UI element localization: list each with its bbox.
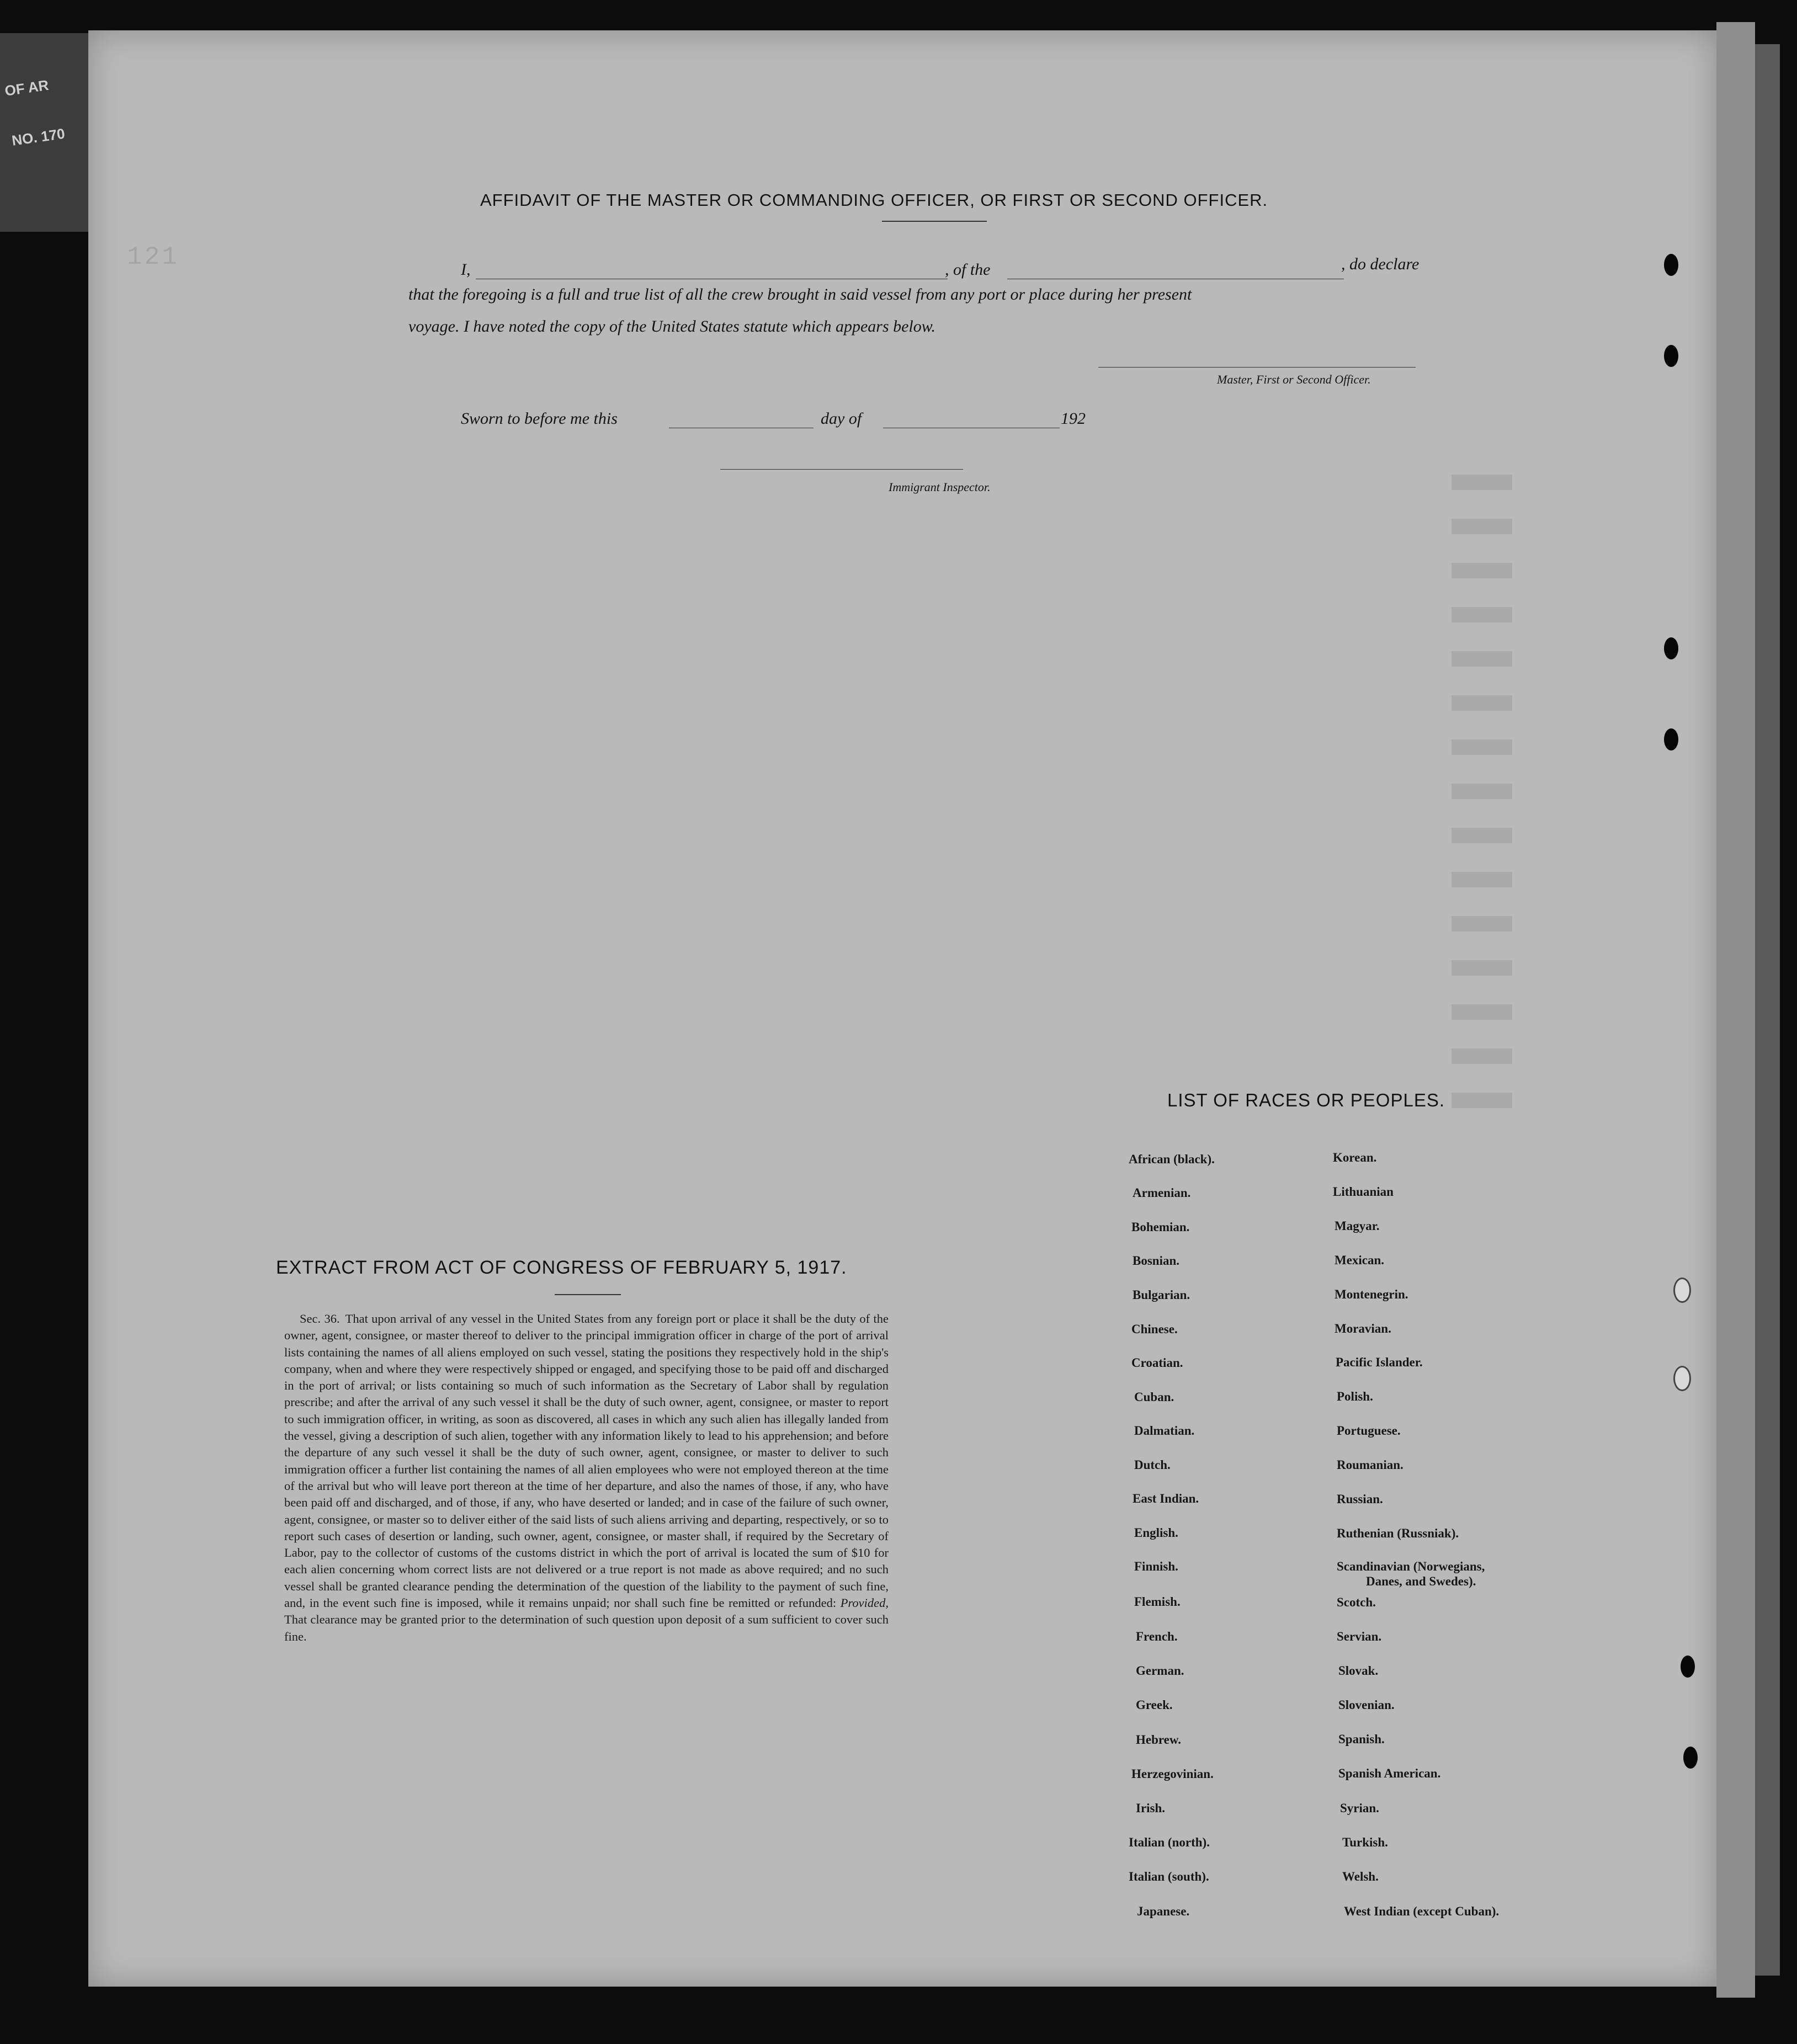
race-item: Syrian. [1340, 1801, 1379, 1815]
binder-hole-reinforced [1673, 1278, 1691, 1303]
page-edge-shadow [1755, 44, 1780, 1976]
affidavit-title: AFFIDAVIT OF THE MASTER OR COMMANDING OFFICER, OR FIRST OR SECOND OFFICER. [480, 190, 1268, 210]
affidavit-line1-declare: , do declare [1341, 255, 1419, 273]
sworn-prefix: Sworn to before me this [461, 409, 618, 428]
section-text: That upon arrival of any vessel in the United States from any foreign port or place it shall be the duty of the owner, agent, consignee, or master thereof to deliver to the principal immigration officer in charge of the port of arrival lists containing the names of all aliens employed on such vessel, stating the positions they respectively hold in the ship's company, when and where they were respectively shipped or engaged, and specifying those to be paid off and discharged in the port of arrival; or lists containing so much of such information as the Secretary of Labor shall by regulation prescribe; and after the arrival of any such vessel it shall be the duty of such owner, agent, consignee, or master to report to such immigration officer, in writing, as soon as discovered, all cases in which any such alien has illegally landed from the vessel, giving a description of such alien, together with any information likely to lead to his apprehension; and before the departure of any such vessel it shall be the duty of such owner, agent, consignee, or master to deliver to such immigration officer a further list containing the names of all alien employees who were not employed thereon at the time of the arrival but who will leave port thereon at the time of her departure, and also the names of those, if any, who have been paid off and discharged, and of those, if any, who have deserted or landed; and in case of the failure of such owner, agent, consignee, or master so to deliver either of the said lists of such aliens arriving and departing, respectively, or so to report such cases of desertion or landing, such owner, agent, consignee, or master shall, if required by the Secretary of Labor, pay to the collector of customs of the customs district in which the port of arrival is located the sum of $10 for each alien concerning whom correct lists are not delivered or a true report is not made as above required; and no such vessel shall be granted clearance pending the determination of the question of the liability to the payment of such fine, and, in the event such fine is imposed, while it remains unpaid; nor shall such fine be remitted or refunded: [284, 1312, 889, 1610]
race-item: Roumanian. [1337, 1458, 1403, 1472]
affidavit-line1-of-the: , of the [945, 260, 991, 279]
race-item: Portuguese. [1337, 1424, 1401, 1438]
bleed-row [1452, 519, 1512, 534]
binder-hole [1664, 637, 1678, 659]
extract-divider [555, 1294, 621, 1295]
race-item-continuation: Danes, and Swedes). [1366, 1574, 1476, 1588]
proviso-word: Provided, [840, 1596, 889, 1610]
race-item: Pacific Islander. [1336, 1355, 1423, 1369]
bleed-row [1452, 872, 1512, 887]
inspector-line [720, 469, 963, 470]
proviso-text: That clearance may be granted prior to the determination of such question upon deposit of a sum sufficient to cover such fine. [284, 1612, 889, 1643]
race-item: Greek. [1136, 1698, 1173, 1712]
races-title: LIST OF RACES OR PEOPLES. [1167, 1090, 1445, 1110]
bleed-row [1452, 563, 1512, 578]
race-item: Slovak. [1338, 1664, 1379, 1678]
race-item: African (black). [1129, 1152, 1215, 1166]
race-item: Croatian. [1131, 1356, 1183, 1370]
race-item: Spanish. [1338, 1732, 1385, 1746]
binder-hole [1664, 254, 1678, 276]
race-item: Lithuanian [1333, 1185, 1394, 1199]
race-item: Ruthenian (Russniak). [1337, 1526, 1459, 1540]
race-item: Bulgarian. [1133, 1288, 1190, 1302]
margin-stamp [4, 73, 91, 192]
race-item: West Indian (except Cuban). [1344, 1904, 1500, 1918]
affidavit-line2: that the foregoing is a full and true list of all the crew brought in said vessel from any port or place during her present [408, 285, 1192, 304]
bleed-row [1452, 784, 1512, 799]
race-item: Irish. [1136, 1801, 1166, 1815]
race-item: Italian (south). [1129, 1870, 1209, 1883]
race-item: Montenegrin. [1335, 1287, 1408, 1301]
race-item: Korean. [1333, 1151, 1377, 1164]
race-item: Servian. [1337, 1630, 1382, 1643]
race-item: East Indian. [1133, 1492, 1199, 1505]
bleed-row [1452, 475, 1512, 490]
bleed-row [1452, 695, 1512, 711]
signature-line [1098, 367, 1416, 368]
race-item: Russian. [1337, 1492, 1383, 1506]
page-edge [1716, 22, 1755, 1998]
bleed-row [1452, 739, 1512, 755]
inspector-caption: Immigrant Inspector. [889, 480, 991, 494]
binder-hole [1683, 1747, 1698, 1769]
signature-caption: Master, First or Second Officer. [1217, 372, 1371, 386]
race-item: Dutch. [1134, 1458, 1171, 1472]
sworn-year: 192 [1061, 409, 1086, 428]
extract-title: EXTRACT FROM ACT OF CONGRESS OF FEBRUARY 5, 1917. [276, 1257, 847, 1278]
race-item: English. [1134, 1526, 1178, 1540]
bleed-row [1452, 1048, 1512, 1064]
binder-hole-reinforced [1673, 1366, 1691, 1391]
race-item: Moravian. [1335, 1322, 1391, 1335]
race-item: Hebrew. [1136, 1733, 1181, 1747]
race-item: Dalmatian. [1134, 1424, 1195, 1438]
race-item: Mexican. [1335, 1253, 1385, 1267]
section-label: Sec. 36. [300, 1312, 340, 1326]
race-item: Spanish American. [1338, 1766, 1441, 1780]
race-item: Polish. [1337, 1390, 1373, 1403]
bleed-row [1452, 651, 1512, 667]
title-divider [882, 221, 987, 222]
race-item: Herzegovinian. [1131, 1767, 1214, 1781]
race-item: Japanese. [1137, 1904, 1190, 1918]
race-item: Magyar. [1335, 1219, 1380, 1233]
bleed-row [1452, 960, 1512, 976]
bleed-row [1452, 1004, 1512, 1020]
race-item: Armenian. [1133, 1186, 1191, 1200]
bleed-row [1452, 916, 1512, 931]
bleed-page-number: 121 [127, 243, 179, 272]
binder-hole [1664, 345, 1678, 367]
affidavit-line3: voyage. I have noted the copy of the United States statute which appears below. [408, 317, 936, 336]
binder-hole [1664, 728, 1678, 750]
race-item: Turkish. [1342, 1835, 1388, 1849]
race-item: German. [1136, 1664, 1184, 1678]
race-item: Scotch. [1337, 1595, 1376, 1609]
affidavit-line1-i: I, [461, 260, 471, 279]
extract-body [284, 1311, 889, 1645]
margin-stamp-line2: NO. 170 [10, 125, 66, 149]
sworn-day-of: day of [821, 409, 862, 428]
race-item: Slovenian. [1338, 1698, 1395, 1712]
race-item: Welsh. [1342, 1870, 1379, 1883]
bleed-row [1452, 1093, 1512, 1108]
race-item: French. [1136, 1630, 1178, 1643]
margin-stamp-line1: OF AR [3, 76, 50, 99]
bleed-row [1452, 828, 1512, 843]
race-item: Scandinavian (Norwegians, [1337, 1559, 1485, 1573]
bleed-row [1452, 607, 1512, 622]
binder-hole [1681, 1656, 1695, 1678]
race-item: Chinese. [1131, 1322, 1178, 1336]
race-item: Bosnian. [1133, 1254, 1180, 1268]
race-item: Finnish. [1134, 1559, 1178, 1573]
race-item: Flemish. [1134, 1595, 1181, 1609]
race-item: Cuban. [1134, 1390, 1174, 1404]
race-item: Bohemian. [1131, 1220, 1190, 1234]
race-item: Italian (north). [1129, 1835, 1210, 1849]
